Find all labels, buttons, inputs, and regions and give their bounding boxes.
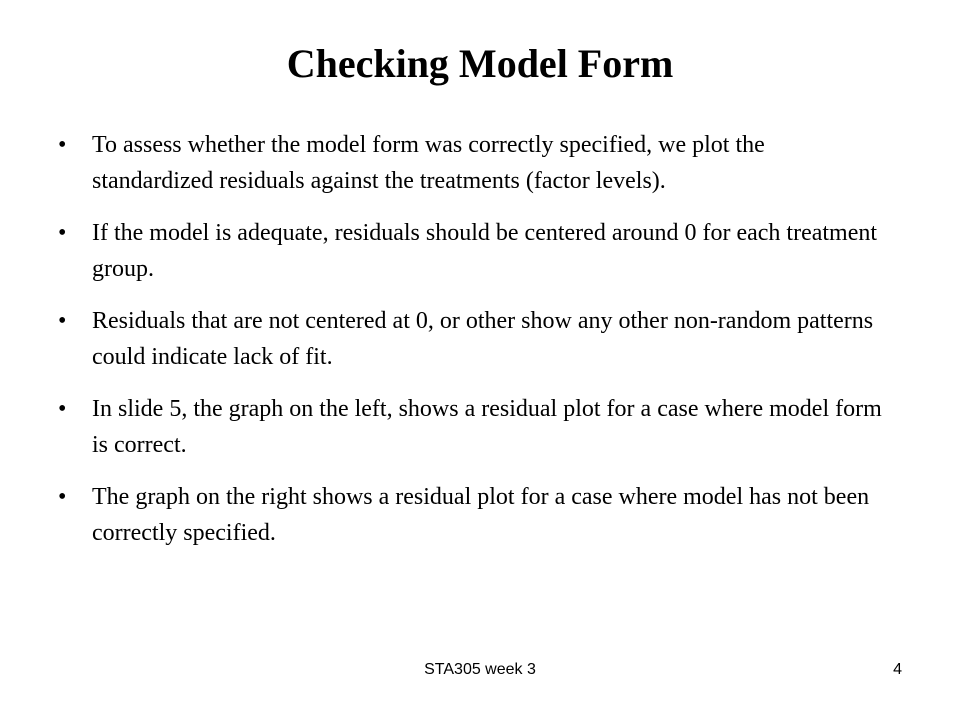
bullet-item — [58, 392, 888, 463]
bullet-item — [58, 304, 888, 375]
bullet-icon: • — [58, 132, 67, 158]
bullet-icon: • — [58, 308, 67, 334]
bullet-icon: • — [58, 396, 67, 422]
footer-page-number: 4 — [893, 661, 902, 678]
bullet-item — [58, 128, 888, 199]
bullet-text: Residuals that are not centered at 0, or other show any other non-random patterns could indicate lack of fit. — [92, 308, 874, 370]
bullet-text: In slide 5, the graph on the left, shows a residual plot for a case where model form is correct. — [92, 396, 882, 458]
bullet-list — [58, 128, 888, 568]
bullet-item — [58, 480, 888, 551]
bullet-text: The graph on the right shows a residual plot for a case where model has not been correctly specified. — [92, 484, 870, 546]
bullet-item — [58, 216, 888, 287]
slide-title: Checking Model Form — [286, 41, 674, 86]
bullet-text: To assess whether the model form was correctly specified, we plot the standardized residuals against the treatments (factor levels). — [92, 132, 765, 194]
bullet-icon: • — [58, 220, 67, 246]
footer-course-label: STA305 week 3 — [424, 661, 536, 678]
bullet-text: If the model is adequate, residuals should be centered around 0 for each treatment group. — [92, 220, 878, 282]
bullet-icon: • — [58, 484, 67, 510]
